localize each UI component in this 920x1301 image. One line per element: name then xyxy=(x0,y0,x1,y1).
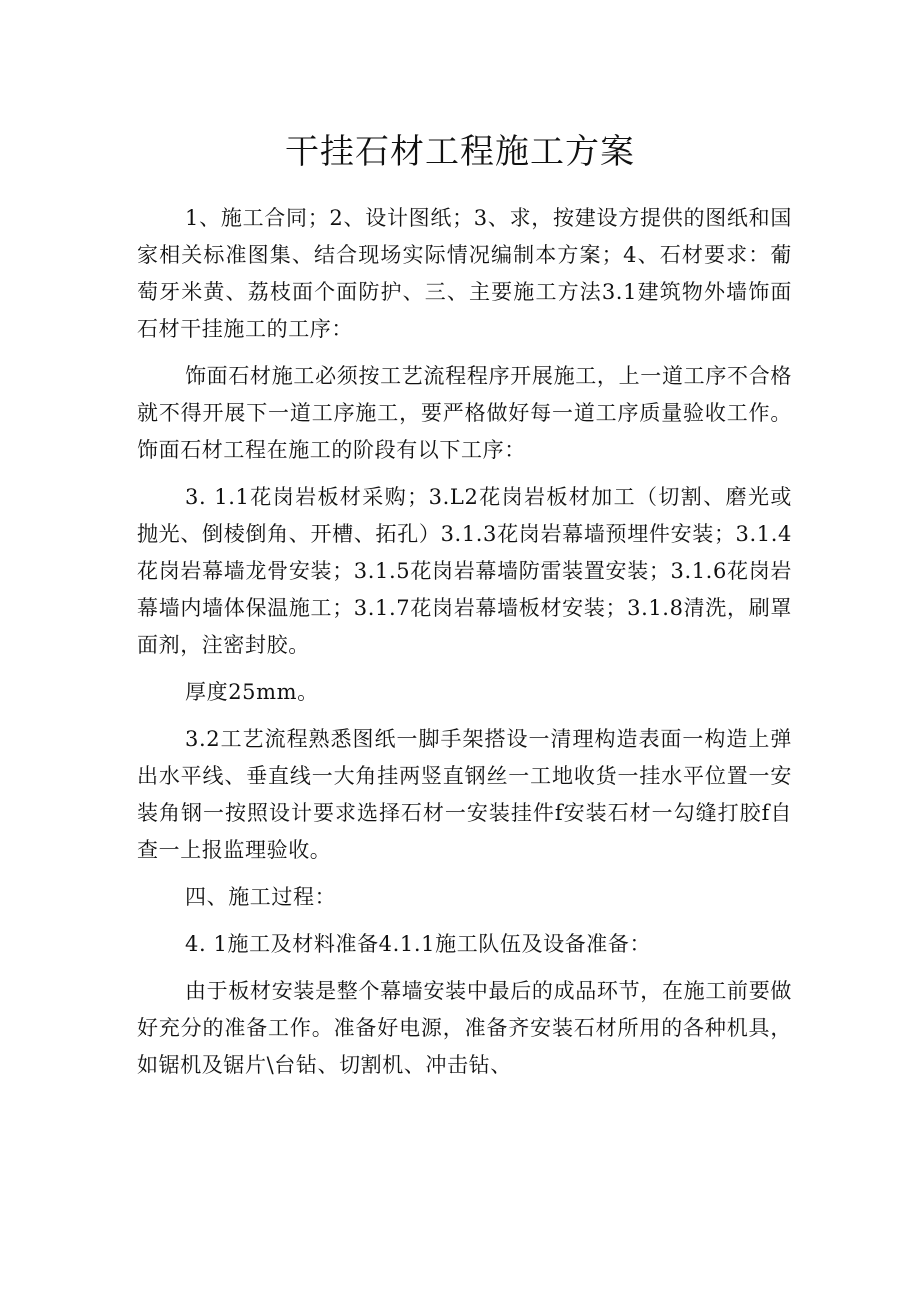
document-title: 干挂石材工程施工方案 xyxy=(285,132,635,172)
paragraph-preparation: 由于板材安装是整个幕墙安装中最后的成品环节，在施工前要做好充分的准备工作。准备好电源，准备齐安装石材所用的各种机具，如锯机及锯片\台钻、切割机、冲击钻、 xyxy=(137,979,792,1077)
paragraph-process-steps: 3. 1.1花岗岩板材采购；3.L2花岗岩板材加工（切割、磨光或抛光、倒棱倒角、开槽、拓孔）3.1.3花岗岩幕墙预埋件安装；3.1.4花岗岩幕墙龙骨安装；3.1.5花岗岩幕墙防雷装置安装；3.1.6花岗岩幕墙内墙体保温施工；3.1.7花岗岩幕墙板材安装；3.1.8清洗，刷罩面剂，注密封胶。 xyxy=(137,485,792,657)
paragraph-workflow: 3.2工艺流程熟悉图纸一脚手架搭设一清理构造表面一构造上弹出水平线、垂直线一大角挂两竖直钢丝一工地收货一挂水平位置一安装角钢一按照设计要求选择石材一安装挂件f安装石材一勾缝打胶f自查一上报监理验收。 xyxy=(137,727,792,862)
paragraph-basis: 1、施工合同；2、设计图纸；3、求，按建设方提供的图纸和国家相关标准图集、结合现场实际情况编制本方案；4、石材要求：葡萄牙米黄、荔枝面个面防护、三、主要施工方法3.1建筑物外墙饰面石材干挂施工的工序： xyxy=(137,206,792,341)
section-heading-construction: 四、施工过程： xyxy=(185,885,337,909)
paragraph-thickness: 厚度25mm。 xyxy=(185,680,319,704)
paragraph-process-requirement: 饰面石材施工必须按工艺流程程序开展施工，上一道工序不合格就不得开展下一道工序施工，要严格做好每一道工序质量验收工作。饰面石材工程在施工的阶段有以下工序： xyxy=(137,364,792,462)
document-body xyxy=(137,200,792,1094)
subsection-heading-preparation: 4. 1施工及材料准备4.1.1施工队伍及设备准备： xyxy=(185,932,652,956)
